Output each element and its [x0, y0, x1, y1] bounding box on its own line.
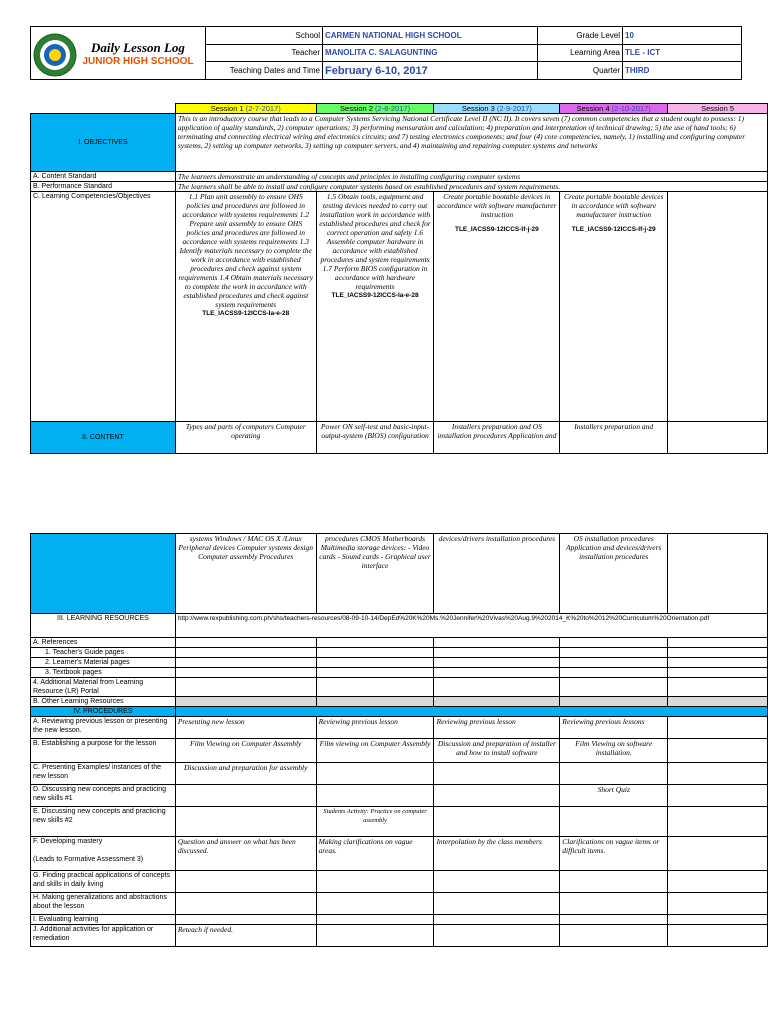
proc-e-label: E. Discussing new concepts and practicing new skills #2: [31, 807, 176, 837]
content-session-2-cont: procedures CMOS Motherboards Multimedia storage devices: - Video cards - Sound cards - Graphical user interface: [316, 534, 434, 614]
doc-title: Daily Lesson Log: [91, 39, 185, 55]
proc-f-label: F. Developing mastery (Leads to Formative Assessment 3): [31, 837, 176, 871]
proc-b-label: B. Establishing a purpose for the lesson: [31, 739, 176, 763]
proc-d-4: Short Quiz: [560, 785, 668, 807]
performance-standard-text: The learners shall be able to install and configure computer systems based on established procedures and system requirements.: [175, 182, 767, 192]
content-standard-label: A. Content Standard: [31, 172, 176, 182]
content-session-2: Power ON self-test and basic-input-output-system (BIOS) configuration: [316, 422, 434, 454]
references-label: A. References: [31, 638, 176, 648]
proc-a-4: Reviewing previous lessons: [560, 717, 668, 739]
teacher-value: MANOLITA C. SALAGUNTING: [323, 44, 538, 62]
school-value: CARMEN NATIONAL HIGH SCHOOL: [323, 27, 538, 45]
teacher-label: Teacher: [206, 44, 323, 62]
content-standard-text: The learners demonstrate an understanding of concepts and principles in installing configuring computer systems: [175, 172, 767, 182]
content-session-3: Installers preparation and OS installation procedures Application and: [434, 422, 560, 454]
session-2-header: Session 2 (2-8-2017): [316, 104, 434, 114]
proc-a-label: A. Reviewing previous lesson or presenting the new lesson.: [31, 717, 176, 739]
competency-session-3: Create portable bootable devices in accordance with software manufacturer instruction TLE_IACSS9-12ICCS-If-j-29: [434, 192, 560, 422]
content-session-4-cont: OS installation procedures Application and devices/drivers installation procedures: [560, 534, 668, 614]
proc-j-1: Reteach if needed.: [175, 925, 316, 947]
proc-a-2: Reviewing previous lesson: [316, 717, 434, 739]
quarter-label: Quarter: [538, 62, 623, 80]
performance-standard-label: B. Performance Standard: [31, 182, 176, 192]
content-session-4: Installers preparation and: [560, 422, 668, 454]
header-table: [30, 26, 742, 80]
proc-e-2: Students Activity: Practice on computer assembly: [316, 807, 434, 837]
other-resources-label: B. Other Learning Resources: [31, 697, 176, 707]
competencies-label: C. Learning Competencies/Objectives: [31, 192, 176, 422]
resources-label: III. LEARNING RESOURCES: [31, 614, 176, 638]
school-label: School: [206, 27, 323, 45]
proc-i-label: I. Evaluating learning: [31, 915, 176, 925]
area-label: Learning Area: [538, 44, 623, 62]
proc-b-1: Film Viewing on Computer Assembly: [175, 739, 316, 763]
grade-value: 10: [623, 27, 742, 45]
additional-material-label: 4. Additional Material from Learning Resource (LR) Portal: [31, 678, 176, 697]
proc-c-label: C. Presenting Examples/ instances of the new lesson: [31, 763, 176, 785]
teachers-guide-label: 1. Teacher's Guide pages: [31, 648, 176, 658]
learners-material-label: 2. Learner's Material pages: [31, 658, 176, 668]
proc-a-1: Presenting new lesson: [175, 717, 316, 739]
lesson-table-part2: [30, 533, 768, 947]
content-session-3-cont: devices/drivers installation procedures: [434, 534, 560, 614]
proc-a-3: Reviewing previous lesson: [434, 717, 560, 739]
proc-b-3: Discussion and preparation of installer and how to install software: [434, 739, 560, 763]
resources-url[interactable]: http://www.rexpublishing.com.ph/shs/teachers-resources/08-09-10-14/DepEd%20K%20Ms.%20Jennifer%20Vivas%20Aug.9%202014_K%20to%2012%20Curriculum%20Orientation.pdf: [175, 614, 767, 638]
quarter-value: THIRD: [623, 62, 742, 80]
proc-j-label: J. Additional activities for application or remediation: [31, 925, 176, 947]
dates-label: Teaching Dates and Time: [206, 62, 323, 80]
content-label: II. CONTENT: [31, 422, 176, 454]
competency-session-4: Create portable bootable devices in accordance with software manufacturer instruction TLE_IACSS9-12ICCS-If-j-29: [560, 192, 668, 422]
proc-f-1: Question and answer on what has been discussed.: [175, 837, 316, 871]
proc-f-3: Interpolation by the class members: [434, 837, 560, 871]
proc-b-2: Film viewing on Computer Assembly: [316, 739, 434, 763]
objectives-label: I. OBJECTIVES: [31, 114, 176, 172]
proc-c-1: Discussion and preparation for assembly: [175, 763, 316, 785]
proc-h-label: H. Making generalizations and abstractions about the lesson: [31, 893, 176, 915]
procedures-label: IV. PROCEDURES: [31, 707, 176, 717]
session-1-header: Session 1 (2-7-2017): [175, 104, 316, 114]
session-5-header: Session 5: [668, 104, 768, 114]
proc-f-2: Making clarifications on vague areas.: [316, 837, 434, 871]
content-session-1: Types and parts of computers Computer operating: [175, 422, 316, 454]
proc-d-label: D. Discussing new concepts and practicing new skills #1: [31, 785, 176, 807]
objectives-text: This is an introductory course that leads to a Computer Systems Servicing National Certificate Level II (NC II). It covers seven (7) common competencies that a student ought to possess: 1) application of quality standards, 2) computer operations; 3) performing mensuration and calculation; 4) preparation and interpretation of technical drawing; 5) the use of hand tools; 6) terminating and connecting electrical wiring and electronics circuits; and 7) testing electronics components; and four (4) core competencies, namely, 1) installing and configuring computer systems, 2) setting up computer networks, 3) setting up computer servers, and 4) maintaining and repairing computer systems and networks: [175, 114, 767, 172]
content-session-1-cont: systems Windows / MAC OS X /Linux Peripheral devices Computer systems design Computer assembly Procedures: [175, 534, 316, 614]
area-value: TLE - ICT: [623, 44, 742, 62]
session-4-header: Session 4 (2-10-2017): [560, 104, 668, 114]
lesson-table-part1: [30, 103, 768, 454]
session-3-header: Session 3 (2-9-2017): [434, 104, 560, 114]
dates-value: February 6-10, 2017: [323, 62, 538, 80]
competency-session-1: 1.1 Plan unit assembly to ensure OHS policies and procedures are followed in accordance with systems requirements 1.2 Prepare unit assembly to ensure OHS policies and procedures are followed in accordance with systems requirements 1.3 Identify materials necessary to complete the work in accordance with established procedures and check against system requirements 1.4 Obtain materials necessary to complete the work in accordance with established procedures and check against system requirements TLE_IACSS9-12ICCS-Ia-e-28: [175, 192, 316, 422]
proc-f-sub: (Leads to Formative Assessment 3): [33, 856, 144, 863]
grade-label: Grade Level: [538, 27, 623, 45]
competency-session-2: 1.5 Obtain tools, equipment and testing devices needed to carry out installation work in accordance with established procedures and check for correct operation and safety 1.6 Assemble computer hardware in accordance with established procedures and system requirements 1.7 Perform BIOS configuration in accordance with hardware requirements TLE_IACSS9-12ICCS-Ia-e-28: [316, 192, 434, 422]
proc-b-4: Film Viewing on software installation.: [560, 739, 668, 763]
doc-subtitle: JUNIOR HIGH SCHOOL: [82, 55, 194, 67]
textbook-label: 3. Textbook pages: [31, 668, 176, 678]
proc-f-4: Clarifications on vague items or difficult items.: [560, 837, 668, 871]
proc-g-label: G. Finding practical applications of concepts and skills in daily living: [31, 871, 176, 893]
